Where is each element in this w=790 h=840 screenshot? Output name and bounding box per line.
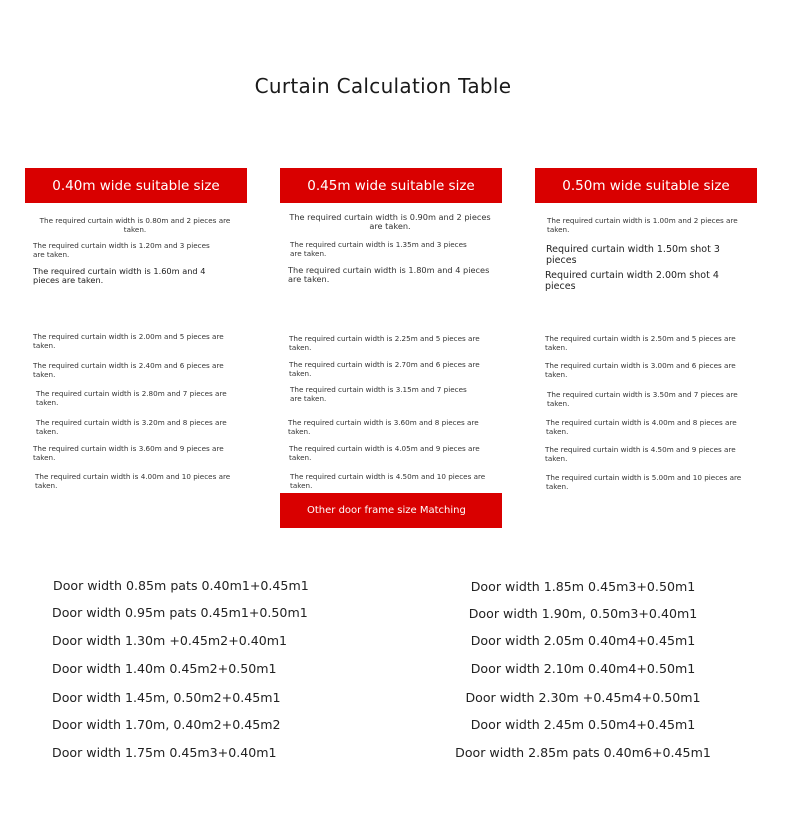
list-item: The required curtain width is 2.80m and 7 pieces are taken. [36, 389, 227, 407]
column-header-050: 0.50m wide suitable size [535, 168, 757, 203]
list-item: Door width 2.10m 0.40m4+0.50m1 [470, 661, 696, 676]
list-item: The required curtain width is 1.60m and 4 pieces are taken. [33, 266, 206, 285]
list-item: The required curtain width is 4.50m and 9 pieces are taken. [545, 445, 736, 463]
list-item: Door width 1.45m, 0.50m2+0.45m1 [52, 690, 281, 705]
list-item: Door width 0.95m pats 0.45m1+0.50m1 [52, 605, 308, 620]
list-item: Door width 2.45m 0.50m4+0.45m1 [470, 717, 696, 732]
list-item: The required curtain width is 4.05m and 9 pieces are taken. [289, 444, 480, 462]
list-item: The required curtain width is 2.25m and 5 pieces are taken. [289, 334, 480, 352]
list-item: Door width 1.90m, 0.50m3+0.40m1 [468, 606, 698, 621]
list-item: The required curtain width is 2.50m and 5 pieces are taken. [545, 334, 736, 352]
list-item: Door width 1.30m +0.45m2+0.40m1 [52, 633, 288, 648]
column-header-045: 0.45m wide suitable size [280, 168, 502, 203]
list-item: The required curtain width is 0.90m and 2 pieces are taken. [289, 212, 491, 231]
list-item: Door width 2.85m pats 0.40m6+0.45m1 [455, 745, 711, 760]
size-list-045 [280, 203, 502, 493]
list-item: The required curtain width is 3.15m and 7 pieces are taken. [290, 385, 467, 403]
size-list-050 [535, 203, 757, 493]
list-item: The required curtain width is 4.50m and 10 pieces are taken. [290, 472, 486, 490]
size-column-040 [25, 168, 247, 493]
list-item: Door width 2.30m +0.45m4+0.50m1 [465, 690, 701, 705]
list-item: The required curtain width is 3.60m and 8 pieces are taken. [288, 418, 479, 436]
list-item: The required curtain width is 4.00m and 8 pieces are taken. [546, 418, 737, 436]
list-item: The required curtain width is 1.00m and 2 pieces are taken. [547, 216, 738, 234]
list-item: Door width 1.85m 0.45m3+0.50m1 [470, 579, 696, 594]
page-title: Curtain Calculation Table [254, 74, 512, 98]
list-item: The required curtain width is 3.50m and 7 pieces are taken. [547, 390, 738, 408]
list-item: The required curtain width is 0.80m and 2 pieces are taken. [39, 216, 231, 234]
list-item: Door width 1.40m 0.45m2+0.50m1 [52, 661, 277, 676]
list-item: Door width 1.75m 0.45m3+0.40m1 [52, 745, 277, 760]
size-column-045 [280, 168, 502, 493]
list-item: The required curtain width is 2.70m and 6 pieces are taken. [289, 360, 480, 378]
list-item: Door width 2.05m 0.40m4+0.45m1 [470, 633, 696, 648]
list-item: The required curtain width is 5.00m and 10 pieces are taken. [546, 473, 742, 491]
size-list-040 [25, 203, 247, 493]
list-item: The required curtain width is 3.00m and 6 pieces are taken. [545, 361, 736, 379]
list-item: The required curtain width is 3.20m and 8 pieces are taken. [36, 418, 227, 436]
list-item: The required curtain width is 1.80m and 4 pieces are taken. [288, 265, 490, 284]
list-item: The required curtain width is 1.35m and 3 pieces are taken. [290, 240, 467, 258]
list-item: Required curtain width 1.50m shot 3 pieces [546, 244, 720, 266]
other-door-frame-button[interactable]: Other door frame size Matching [280, 493, 502, 528]
list-item: The required curtain width is 2.40m and 6 pieces are taken. [33, 361, 224, 379]
list-item: Door width 1.70m, 0.40m2+0.45m2 [52, 717, 281, 732]
list-item: The required curtain width is 1.20m and 3 pieces are taken. [33, 241, 210, 259]
list-item: Door width 0.85m pats 0.40m1+0.45m1 [53, 578, 309, 593]
list-item: Required curtain width 2.00m shot 4 pieces [545, 270, 719, 292]
list-item: The required curtain width is 4.00m and 10 pieces are taken. [35, 472, 231, 490]
column-header-040: 0.40m wide suitable size [25, 168, 247, 203]
list-item: The required curtain width is 3.60m and 9 pieces are taken. [33, 444, 224, 462]
list-item: The required curtain width is 2.00m and 5 pieces are taken. [33, 332, 224, 350]
size-column-050 [535, 168, 757, 493]
